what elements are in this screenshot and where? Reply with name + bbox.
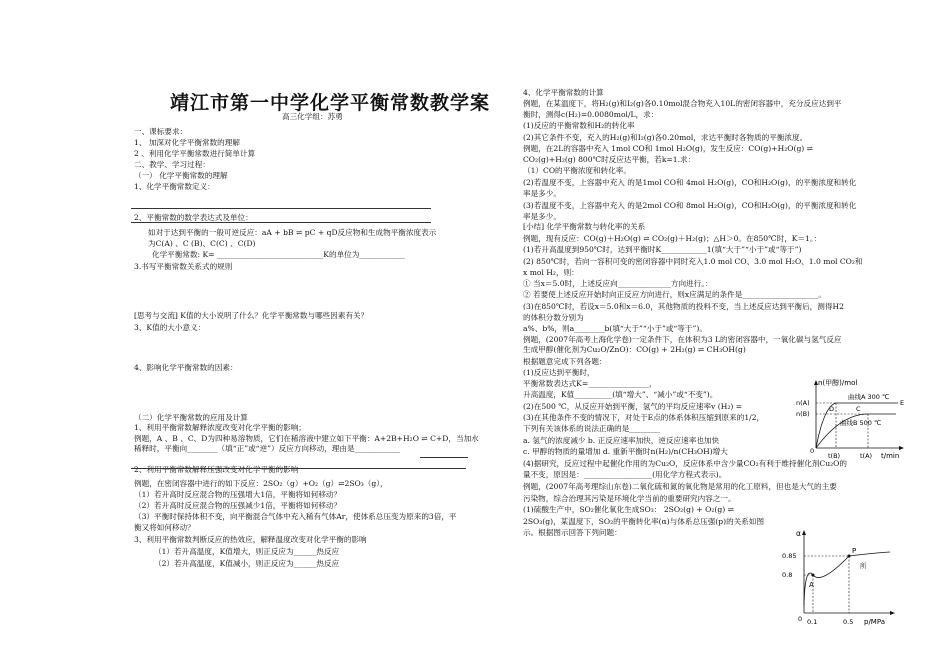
series-label: 曲线A 300 ℃ [848,393,890,401]
left-text-line: 1、 加深对化学平衡常数的理解 [134,138,240,147]
x-axis-arrow [890,611,895,615]
right-text-line: 衡时，测得c(H₂)=0.0080mol/L，求： [523,110,659,119]
right-text-line: (1)硫酸生产中，SO₂催化氧化生成SO₃： 2SO₂(g) + O₂(g) ⇌ [523,505,734,514]
left-text-line: [思考与交流] K值的大小说明了什么？化学平衡常数与哪些因素有关？ [134,311,369,320]
left-text-line: 二、教学、学习过程： [134,160,210,169]
right-text-line: (1)若升高温度到950℃时，达到平衡时K____________1(填“大于”“小于”或“等于”) [523,245,802,254]
left-text-line: （3）平衡时保持体积不变，向平衡混合气体中充入稀有气体Ar，使体系总压变为原来的3倍，平 [134,512,457,521]
right-text-line: (1)反应达到平衡时， [523,368,595,377]
right-text-line: 例题，在2L的容器中充入 1mol CO和 1mol H₂O(g)，发生反应：CO(g)+H₂O(g) ⇌ [523,144,814,153]
conversion-curve [804,552,890,605]
right-text-line: 率是多少。 [523,212,561,221]
methanol-chart [796,378,911,463]
right-text-line: 例题，(2007年高考上海化学卷)一定条件下，在体积为3 L的密闭容器中，一氧化碳与氢气反应 [523,335,842,344]
right-text-line: 例题，现有反应：CO(g)＋H₂O(g) ⇌ CO₂(g)＋H₂(g)；△H＞0。在850℃时，K＝1。： [523,234,822,243]
y-tick-label: n(A) [796,399,810,407]
data-point-p [848,555,851,558]
right-text-line: (3)若温度不变，上容器中充入 的是2mol CO和 8mol H₂O(g)，CO和H₂O(g)，的平衡浓度和转化 [523,201,857,210]
y-axis-label: n(甲醇)/mol [818,379,858,387]
right-text-line: ① 当x＝5.0时，上述反应向______________方向进行。： [523,279,713,288]
right-text-line: [小结] 化学平衡常数与转化率的关系 [523,222,646,231]
left-text-line: 一、课标要求： [134,127,188,136]
left-text-line: 2、利用平衡常数解释压强改变对化学平衡的影响 [134,465,299,474]
point-label: A [809,581,814,589]
right-text-line: (2)其它条件不变，充入的H₂(g)和I₂(g)各0.20mol，求达平衡时各物质的平衡浓度。 [523,133,808,142]
point-label: D [829,405,835,413]
annotation-text: 所 [860,562,867,570]
right-text-line: 污染物，综合治理其污染是环境化学当前的重要研究内容之一。 [523,494,736,503]
answer-line [131,468,466,469]
right-text-line: 例题，(2007年高考理综山东卷)二氧化硫和氮的氧化物是常用的化工原料，但也是大气的主要 [523,482,837,491]
answer-line [131,208,431,209]
right-text-line: (2)在500 ℃，从反应开始到平衡，氢气的平均反应速率v (H₂) = [523,402,743,411]
right-text-line: (2)若温度不变，上容器中充入 的是1mol CO和 4mol H₂O(g)，CO和H₂O(g)，的平衡浓度和转化 [523,178,857,187]
right-text-line: (3)在850℃时，若设x＝5.0和x＝6.0，其他物质的投料不变，当上述反应达到平衡后，测得H2 [523,302,844,311]
left-text-line: （1）若升高温度，K值增大，则正反应为______热反应 [154,547,340,556]
left-text-line: （二）化学平衡常数的应用及计算 [134,413,248,422]
right-text-line: a. 氢气的浓度减少 b. 正反应速率加快，逆反应速率也加快 [523,436,720,445]
right-text-line: CO₂(g)+H₂(g) 800℃时反应达平衡，若k=1.求： [523,155,696,164]
right-text-line: 例题，在某温度下，将H₂(g)和I₂(g)各0.10mol混合物充入10L的密闭容器中，充分反应达到平 [523,99,842,108]
left-text-line: 4、影响化学平衡常数的因素： [134,363,238,372]
left-text-line: 为C(A) 、C (B)、C(C) 、C(D) [148,239,256,248]
point-label: C [856,405,861,413]
left-text-line: 1、利用平衡常数解释浓度改变对化学平衡的影响； [134,423,306,432]
right-text-line: 下列有关该体系的说法正确的是________ [523,424,660,433]
y-tick-label: 0.85 [782,552,797,560]
right-text-line: 平衡常数表达式K=________________， [523,379,657,388]
x-axis-arrow [899,446,904,450]
right-text-line: 生成甲醇(催化剂为Cu₂O/ZnO)：CO(g) + 2H₂(g) ⇌ CH₃OH(g) [523,345,746,354]
right-text-line: c. 甲醇的物质的量增加 d. 重新平衡时n(H₂)/n(CH₃OH)增大 [523,447,728,456]
origin-label: 0 [810,447,815,455]
left-text-line: （一） 化学平衡常数的理解 [134,171,228,180]
x-axis-label: p/MPa [864,618,886,626]
right-text-line: （1）CO的平衡浓度和转化率。 [523,166,631,175]
x-tick-label: 0.1 [807,618,818,626]
x-tick-label: 0.5 [843,618,854,626]
left-text-line: （2）若升高时反应混合物的压强减少1倍，平衡将如何移动？ [134,501,342,510]
left-text-line: 例题，在密闭容器中进行的如下反应：2SO₂（g）+O₂（g）⇌2SO₃（g）， [134,479,388,488]
right-text-line: 示。根据图示回答下列问题： [523,528,622,537]
y-tick-label: n(B) [796,410,810,418]
left-text-line: 3、利用平衡常数判断反应的热效应，解释温度改变对化学平衡的影响 [134,535,367,544]
right-text-line: 的体积分数分别为 [523,313,584,322]
page-title: 靖江市第一中学化学平衡常数教学案 [170,92,491,114]
x-tick-label: t(A) [860,452,873,460]
left-text-line: （1）若升高时反应混合物的压强增大1倍，平衡将如何移动？ [134,490,342,499]
right-text-line: 升高温度，K值__________(填“增大”、“减小”或“不变”)。 [523,390,718,399]
right-text-line: 2SO₃(g)，某温度下，SO₂的平衡转化率(α)与体系总压强(p)的关系如图 [523,517,765,526]
data-point-a [812,574,815,577]
answer-line [131,222,431,223]
y-tick-label: 0.8 [782,571,793,579]
left-text-line: 如对于达到平衡的一般可逆反应：aA + bB ⇌ pC + qD反应物和生成物平衡浓度表示 [148,228,437,237]
left-text-line: （2）若升高温度，K值减小，则正反应为______热反应 [154,559,340,568]
right-text-line: ② 若要使上述反应开始时向正反应方向进行，则x应满足的条件是____________________。 [523,290,826,299]
point-label: E [900,399,905,407]
left-text-line: 3.书写平衡常数关系式的规则 [134,262,233,271]
y-axis-arrow [802,530,806,535]
right-text-line: 率是多少。 [523,189,561,198]
x-tick-label: t(B) [828,452,841,460]
left-text-line: 稀释时，平衡向________（填“正”或“逆”）反应方向移动，理由是____________ [134,444,401,453]
right-text-line: 4、化学平衡常数的计算 [523,88,604,97]
right-text-line: 根据题意完成下列各题： [523,357,607,366]
left-text-line: 2 、利用化学平衡常数进行简单计算 [134,149,256,158]
series-label: 曲线B 500 ℃ [840,419,882,427]
right-text-line: (3)在其他条件不变的情况下，对处于E点的体系体积压缩到原来的1/2， [523,413,765,422]
left-text-line: 3、K值的大小意义： [134,323,206,332]
y-axis-label: α [796,529,801,538]
author-line: 高三化学组：苏勇 [282,112,343,121]
right-text-line: (1)反应的平衡常数和H₂的转化率 [523,121,635,130]
left-text-line: 衡又将如何移动？ [134,523,195,532]
left-text-line: 化学平衡常数: K= ____________________________K的单位为____________ [152,250,405,259]
right-text-line: (4)据研究，反应过程中起催化作用的为Cu₂O，反应体系中含少量CO₂有利于维持催化剂Cu₂O的 [523,459,847,468]
right-text-line: 量不变，原因是：__________________(用化学方程式表示)。 [523,470,727,479]
answer-line [420,457,468,458]
so2-chart [782,528,897,628]
origin-label: 0 [798,615,803,623]
right-text-line: a%、b%，则a________b(填“大于”“小于”或“等于”)。 [523,324,707,333]
left-text-line: 例题，A 、B 、C、D为四种易溶物质，它们在稀溶液中建立如下平衡：A+2B+H₂O ⇌ C+D，当加水 [134,434,479,443]
right-text-line: x mol H₂，则： [523,268,579,277]
point-label: P [852,547,857,555]
left-text-line: 2、平衡常数的数学表达式及单位： [134,213,253,222]
right-text-line: (2) 850℃时，若向一容积可变的密闭容器中同时充入1.0 mol CO、3.0 mol H₂O、1.0 mol CO₂和 [523,257,863,266]
x-axis-label: t/min [881,452,900,460]
left-text-line: 1、化学平衡常数定义： [134,182,215,191]
